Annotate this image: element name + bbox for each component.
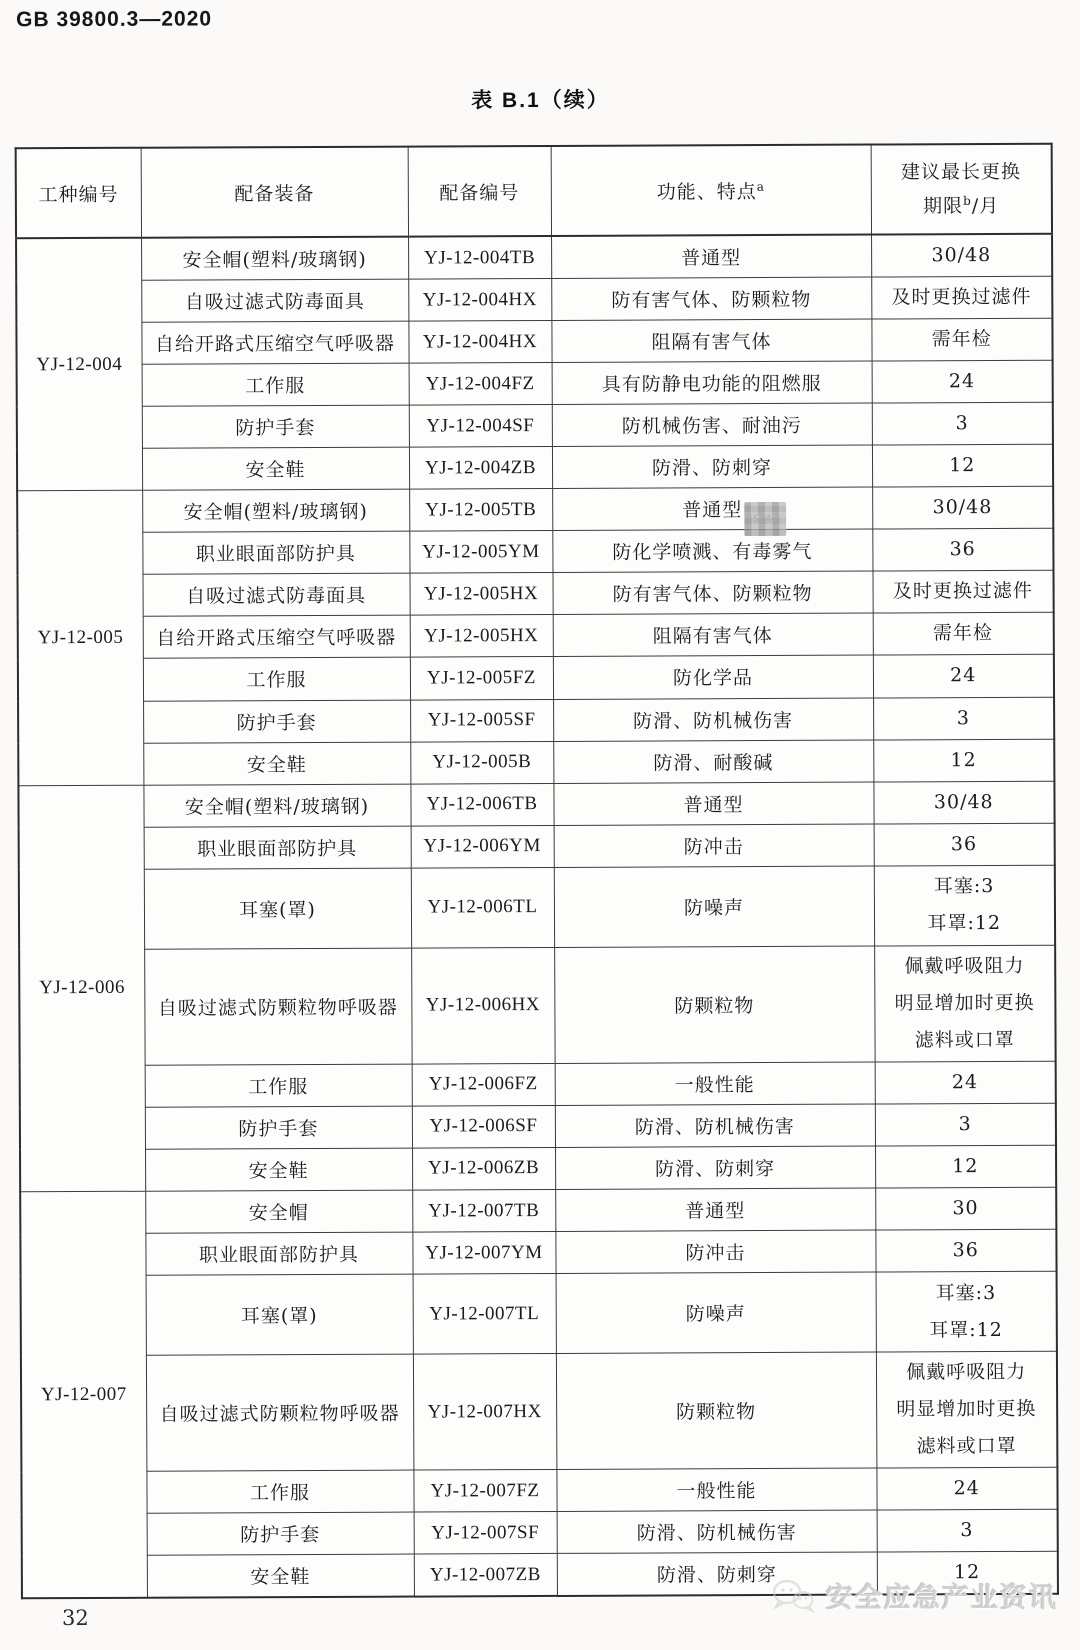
code-cell: YJ-12-005FZ [410,657,553,700]
table-row [17,487,1053,534]
table-row [20,1061,1056,1108]
equipment-cell: 安全帽 [145,1190,412,1233]
equipment-cell: 工作服 [145,1064,412,1107]
page-number: 32 [62,1606,89,1630]
period-cell: 耳塞:3 耳罩:12 [876,1271,1057,1352]
table-row [18,739,1054,786]
code-cell: YJ-12-004HX [408,279,551,322]
code-cell: YJ-12-006FZ [412,1063,555,1106]
table-row [18,613,1054,660]
table-row [16,318,1052,365]
code-cell: YJ-12-006YM [411,825,554,868]
equipment-cell: 工作服 [143,658,410,701]
wechat-icon [770,1577,816,1615]
equipment-cell: 安全帽(塑料/玻璃钢) [143,784,410,827]
period-label-line1: 建议最长更换 [900,160,1022,184]
feature-cell: 防滑、防机械伤害 [555,1104,875,1147]
col-header-equipment-code: 配备编号 [408,146,551,237]
period-cell: 12 [875,1145,1056,1188]
table-row [16,276,1052,323]
table-row [19,865,1055,950]
period-label-line2 [877,189,1045,224]
table-row [21,1351,1057,1472]
equipment-cell: 自吸过滤式防毒面具 [141,279,408,322]
feature-cell: 普通型 [551,235,871,279]
feature-cell: 防化学品 [553,656,873,699]
feature-cell: 防颗粒物 [556,1352,877,1470]
feature-cell: 防颗粒物 [554,946,875,1064]
feature-cell: 防冲击 [554,824,874,867]
table-title: 表 B.1（续） [471,88,610,113]
code-cell: YJ-12-005SF [410,699,553,742]
feature-cell: 一般性能 [555,1062,875,1105]
equipment-cell: 职业眼面部防护具 [144,826,411,869]
code-cell: YJ-12-005B [410,741,553,784]
table-row [18,697,1054,744]
standard-number: GB 39800.3—2020 [16,7,213,32]
period-cell: 30/48 [872,487,1053,530]
ppe-table [15,143,1059,1600]
features-footnote-mark: a [756,179,765,194]
watermark-text: SZ4C [753,513,778,525]
period-cell: 24 [875,1061,1056,1104]
equipment-cell: 自给开路式压缩空气呼吸器 [141,321,408,364]
equipment-cell: 防护手套 [145,1106,412,1149]
table-row [19,945,1055,1066]
feature-cell: 普通型 [552,487,872,530]
equipment-cell: 安全鞋 [142,447,409,490]
code-cell: YJ-12-004HX [408,321,551,364]
header-row [16,144,1052,239]
code-cell: YJ-12-004FZ [409,363,552,406]
equipment-cell: 安全鞋 [147,1554,414,1598]
col-header-equipment: 配备装备 [141,147,408,238]
group-id-cell: YJ-12-007 [20,1191,147,1598]
equipment-cell: 耳塞(罩) [144,868,411,949]
period-cell: 36 [872,529,1053,572]
code-cell: YJ-12-004TB [408,236,551,279]
period-cell: 3 [877,1510,1058,1553]
table-row [17,402,1053,449]
footer-logo-text: 安全应急产业资讯 [826,1583,1058,1613]
equipment-cell: 安全鞋 [143,742,410,785]
feature-cell: 防机械伤害、耐油污 [552,403,872,446]
equipment-cell: 安全帽(塑料/玻璃钢) [142,489,409,532]
equipment-cell: 工作服 [146,1470,413,1513]
feature-cell: 防噪声 [554,866,874,947]
equipment-cell: 自吸过滤式防颗粒物呼吸器 [144,948,412,1065]
group-id-cell: YJ-12-006 [18,785,145,1192]
feature-cell: 防有害气体、防颗粒物 [552,571,872,614]
pixelated-watermark [744,502,786,536]
equipment-cell: 安全帽(塑料/玻璃钢) [141,237,408,281]
period-cell: 佩戴呼吸阻力 明显增加时更换 滤料或口罩 [874,945,1056,1062]
equipment-cell: 安全鞋 [145,1148,412,1191]
period-cell: 需年检 [871,318,1052,361]
table-row [22,1510,1058,1557]
feature-cell: 普通型 [553,782,873,825]
group-id-cell: YJ-12-005 [17,491,143,786]
period-cell: 12 [877,1552,1058,1595]
period-cell: 36 [875,1229,1056,1272]
table-row [17,529,1053,576]
table-row [18,655,1054,702]
period-cell: 12 [872,445,1053,488]
equipment-cell: 职业眼面部防护具 [145,1232,412,1275]
period-cell: 36 [874,823,1055,866]
period-cell: 24 [872,360,1053,403]
code-cell: YJ-12-006TB [410,783,553,826]
code-cell: YJ-12-004ZB [409,447,552,490]
period-cell: 耳塞:3 耳罩:12 [874,865,1055,946]
period-cell: 3 [873,697,1054,740]
code-cell: YJ-12-006TL [411,867,554,948]
group-id-cell: YJ-12-004 [16,238,142,491]
feature-cell: 阻隔有害气体 [553,613,873,656]
code-cell: YJ-12-006ZB [412,1147,555,1190]
period-cell: 及时更换过滤件 [871,276,1052,319]
feature-cell: 具有防静电功能的阻燃服 [552,361,872,404]
code-cell: YJ-12-007YM [412,1231,555,1274]
equipment-cell: 自给开路式压缩空气呼吸器 [143,615,410,658]
table-row [16,234,1052,281]
feature-cell: 防滑、防刺穿 [557,1552,877,1596]
equipment-cell: 自吸过滤式防颗粒物呼吸器 [146,1354,414,1471]
feature-cell: 阻隔有害气体 [551,319,871,362]
code-cell: YJ-12-004SF [409,405,552,448]
feature-cell: 防滑、耐酸碱 [553,740,873,783]
table-row [18,781,1054,828]
table-row [19,823,1055,870]
equipment-cell: 防护手套 [143,700,410,743]
feature-cell: 防噪声 [556,1272,876,1353]
code-cell: YJ-12-005HX [410,573,553,616]
table-row [18,571,1054,618]
period-cell: 24 [873,655,1054,698]
col-header-features [551,145,871,236]
features-label: 功能、特点 [656,180,757,203]
equipment-cell: 自吸过滤式防毒面具 [143,573,410,616]
footer-logo [770,1576,1058,1615]
feature-cell: 防滑、防机械伤害 [557,1510,877,1553]
period-cell: 24 [876,1467,1057,1510]
equipment-cell: 防护手套 [147,1512,414,1555]
col-header-job-code: 工种编号 [16,148,141,239]
period-label-post: /月 [971,194,1000,218]
table-row [21,1271,1057,1356]
feature-cell: 防冲击 [555,1230,875,1273]
period-cell: 3 [872,402,1053,445]
feature-cell: 防滑、防机械伤害 [553,698,873,741]
period-cell: 需年检 [873,613,1054,656]
feature-cell: 普通型 [555,1188,875,1231]
period-cell: 30/48 [873,781,1054,824]
code-cell: YJ-12-007ZB [414,1554,557,1597]
period-cell: 及时更换过滤件 [872,571,1053,614]
equipment-cell: 防护手套 [142,405,409,448]
table-row [20,1187,1056,1234]
feature-cell: 防化学喷溅、有毒雾气 [552,529,872,572]
table-row [21,1467,1057,1514]
feature-cell: 防滑、防刺穿 [552,445,872,488]
period-footnote-mark: b [963,193,972,208]
table-row [20,1103,1056,1150]
table-row [17,445,1053,492]
code-cell: YJ-12-006HX [411,947,555,1064]
period-label-pre: 期限 [923,195,964,218]
period-cell: 佩戴呼吸阻力 明显增加时更换 滤料或口罩 [876,1351,1058,1468]
code-cell: YJ-12-007TB [412,1189,555,1232]
period-cell: 12 [873,739,1054,782]
feature-cell: 防有害气体、防颗粒物 [551,277,871,320]
equipment-cell: 耳塞(罩) [146,1274,413,1355]
feature-cell: 一般性能 [556,1468,876,1511]
feature-cell: 防滑、防刺穿 [555,1146,875,1189]
period-cell: 3 [875,1103,1056,1146]
table-row [20,1229,1056,1276]
equipment-cell: 职业眼面部防护具 [142,531,409,574]
code-cell: YJ-12-005HX [410,615,553,658]
code-cell: YJ-12-005TB [409,489,552,532]
col-header-period [871,144,1052,235]
code-cell: YJ-12-007SF [414,1512,557,1555]
table-row [20,1145,1056,1192]
period-cell: 30/48 [871,234,1052,277]
table-row [17,360,1053,407]
period-cell: 30 [875,1187,1056,1230]
code-cell: YJ-12-007FZ [413,1470,556,1513]
code-cell: YJ-12-007TL [413,1274,556,1355]
equipment-cell: 工作服 [142,363,409,406]
code-cell: YJ-12-006SF [412,1105,555,1148]
code-cell: YJ-12-007HX [413,1354,557,1471]
code-cell: YJ-12-005YM [409,531,552,574]
